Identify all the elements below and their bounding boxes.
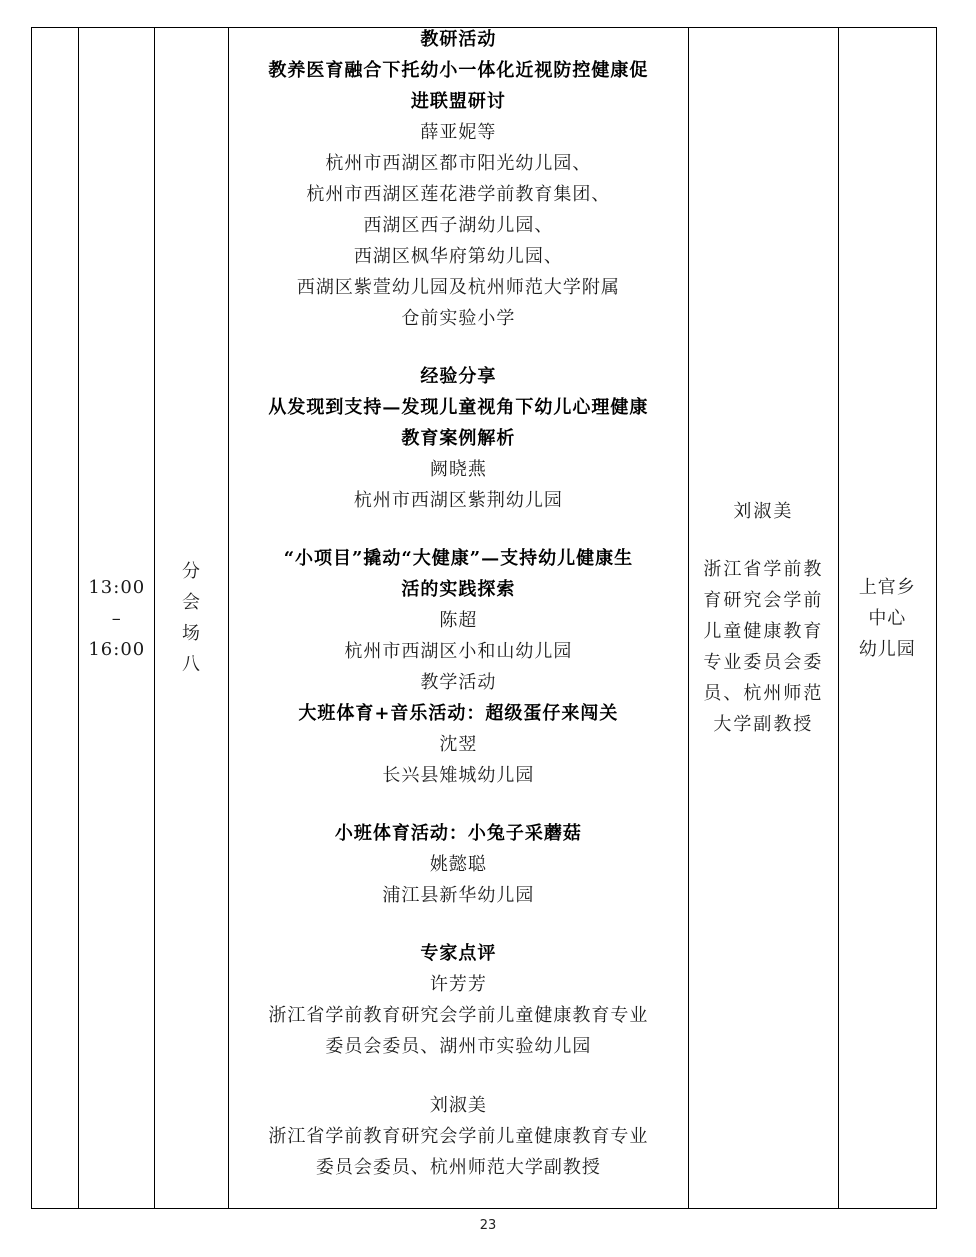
block2-title-cont: 教育案例解析 (401, 428, 516, 449)
expert1-title-cont: 委员会委员、湖州市实验幼儿园 (325, 1036, 592, 1057)
schedule-table (31, 27, 937, 1209)
block3-title-cont: 活的实践探索 (401, 579, 516, 600)
host-title-line: 专业委员会委 (703, 652, 824, 673)
expert2-title: 浙江省学前教育研究会学前儿童健康教育专业 (268, 1126, 649, 1147)
block1-org: 西湖区西子湖幼儿园、 (363, 215, 554, 236)
block1-org: 杭州市西湖区莲花港学前教育集团、 (306, 184, 611, 205)
venue-char: 八 (182, 654, 202, 675)
venue-char: 场 (182, 623, 202, 644)
host-title-line: 儿童健康教育 (703, 621, 824, 642)
block4-presenter: 沈翌 (439, 734, 478, 755)
block1-org: 西湖区紫萱幼儿园及杭州师范大学附属 (296, 277, 620, 298)
block4-category: 教学活动 (420, 672, 497, 693)
block1-category: 教研活动 (420, 29, 497, 50)
block2-title: 从发现到支持—发现儿童视角下幼儿心理健康 (268, 397, 649, 418)
block4-title: 大班体育+音乐活动：超级蛋仔来闯关 (298, 703, 619, 724)
block1-presenter: 薛亚妮等 (420, 122, 497, 143)
table-row (32, 28, 937, 1209)
host-title-line: 员、杭州师范 (703, 683, 824, 704)
time-separator: – (111, 607, 122, 629)
expert1-name: 许芳芳 (429, 974, 487, 995)
review-category: 专家点评 (420, 943, 497, 964)
time-end: 16:00 (88, 638, 146, 660)
block1-title-cont: 进联盟研讨 (410, 91, 506, 112)
block2-presenter: 阙晓燕 (429, 459, 487, 480)
block3-org: 杭州市西湖区小和山幼儿园 (344, 641, 573, 662)
time-start: 13:00 (88, 576, 146, 598)
expert2-title-cont: 委员会委员、杭州师范大学副教授 (315, 1157, 601, 1178)
spacer (229, 911, 689, 938)
spacer (229, 1062, 689, 1090)
spacer (229, 334, 689, 361)
place-line: 中心 (868, 607, 907, 629)
venue-char: 会 (182, 592, 202, 613)
content-cell (228, 28, 689, 1209)
expert2-name: 刘淑美 (429, 1095, 487, 1116)
host-title-line: 育研究会学前 (703, 590, 824, 611)
block1-org: 杭州市西湖区都市阳光幼儿园、 (325, 153, 592, 174)
venue-label (182, 556, 202, 680)
block2-category: 经验分享 (420, 366, 497, 387)
spacer (229, 516, 689, 543)
host-cell (689, 28, 838, 1209)
page-number: 23 (479, 1218, 497, 1233)
spacer (229, 791, 689, 818)
block4-org: 长兴县雉城幼儿园 (382, 765, 535, 786)
host-name: 刘淑美 (733, 501, 794, 522)
block1-title: 教养医育融合下托幼小一体化近视防控健康促 (268, 60, 649, 81)
block1-org: 仓前实验小学 (401, 308, 516, 329)
block5-org: 浦江县新华幼儿园 (382, 885, 535, 906)
place-line: 幼儿园 (858, 638, 916, 660)
spacer (697, 527, 829, 554)
place-line: 上官乡 (858, 576, 916, 598)
block2-org: 杭州市西湖区紫荆幼儿园 (353, 490, 563, 511)
block3-presenter: 陈超 (439, 610, 478, 631)
venue-cell (155, 28, 228, 1209)
venue-char: 分 (182, 561, 202, 582)
blank-cell (32, 28, 79, 1209)
place-cell (838, 28, 936, 1209)
time-cell (79, 28, 155, 1209)
host-title-line: 大学副教授 (713, 714, 814, 735)
block1-org: 西湖区枫华府第幼儿园、 (353, 246, 563, 267)
host-title-line: 浙江省学前教 (703, 559, 824, 580)
block5-presenter: 姚懿聪 (429, 854, 487, 875)
block5-title: 小班体育活动：小兔子采蘑菇 (334, 823, 582, 844)
block3-title: “小项目”撬动“大健康”—支持幼儿健康生 (283, 548, 634, 569)
expert1-title: 浙江省学前教育研究会学前儿童健康教育专业 (268, 1005, 649, 1026)
